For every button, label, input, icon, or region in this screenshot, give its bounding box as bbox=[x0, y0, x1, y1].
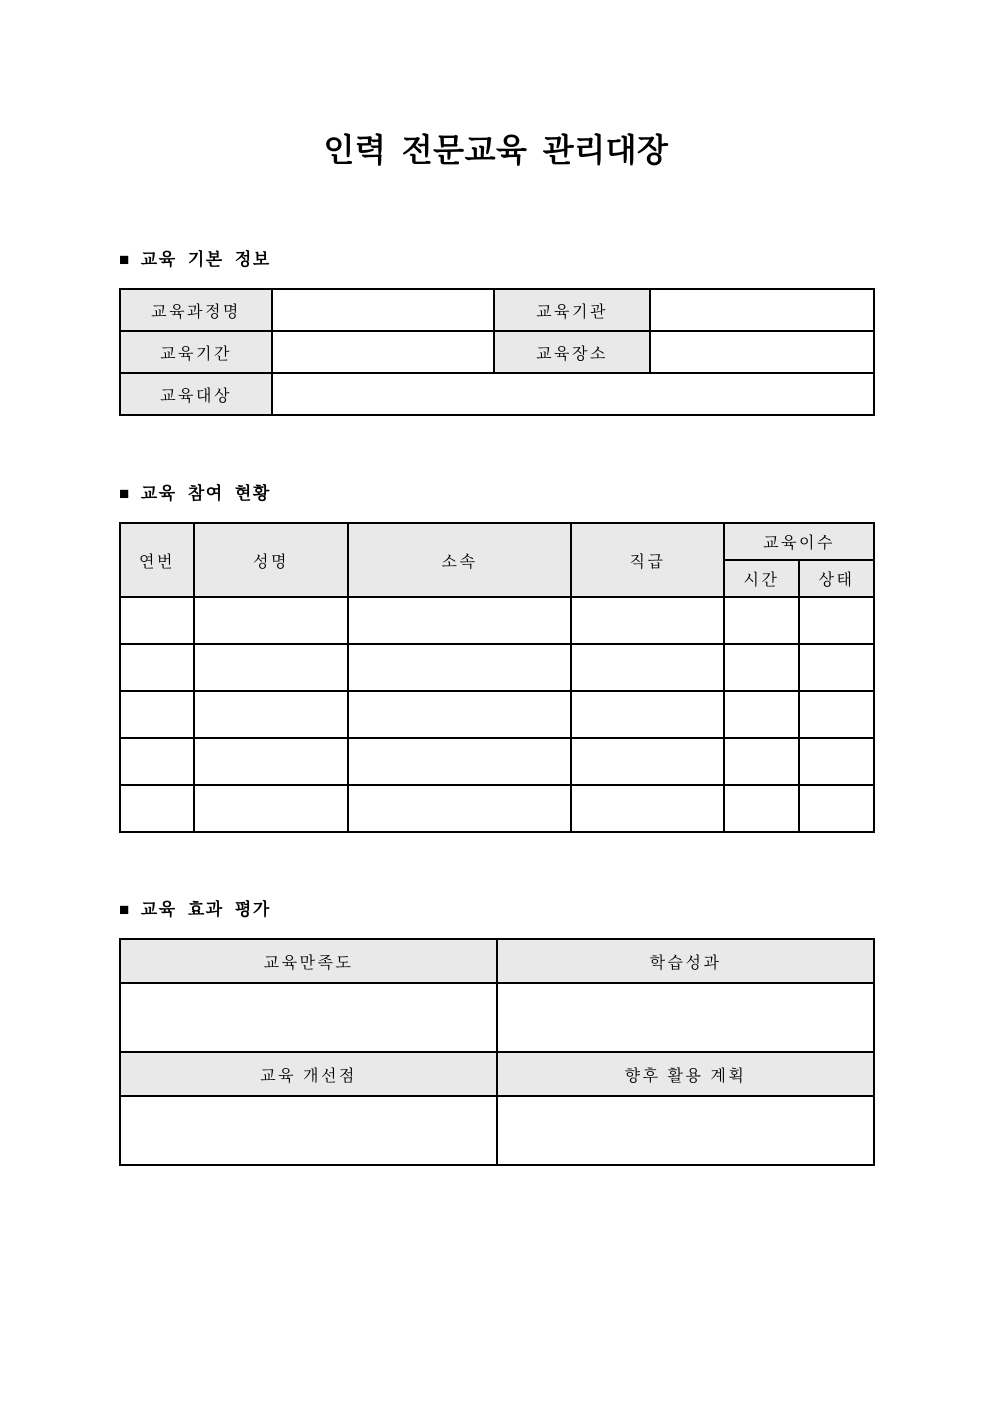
table-row bbox=[120, 1096, 874, 1165]
participant-cell bbox=[724, 691, 799, 738]
evaluation-table bbox=[119, 938, 875, 1166]
value-cell-improvement bbox=[120, 1096, 497, 1165]
participant-cell bbox=[724, 597, 799, 644]
table-row bbox=[120, 331, 874, 373]
label-cell-course-name: 교육과정명 bbox=[120, 289, 272, 331]
section-heading-label: 교육 참여 현황 bbox=[140, 484, 271, 503]
value-cell-target bbox=[272, 373, 874, 415]
header-row bbox=[120, 1052, 874, 1096]
participant-cell bbox=[348, 644, 571, 691]
participant-row bbox=[120, 691, 874, 738]
value-cell-location bbox=[650, 331, 874, 373]
participant-cell bbox=[348, 597, 571, 644]
value-cell-satisfaction bbox=[120, 983, 497, 1052]
section-basic-info-heading bbox=[119, 249, 873, 271]
label-cell-period: 교육기간 bbox=[120, 331, 272, 373]
section-participation-heading bbox=[119, 483, 873, 505]
table-row bbox=[120, 983, 874, 1052]
participant-cell bbox=[120, 597, 194, 644]
participant-cell bbox=[120, 785, 194, 832]
participant-cell bbox=[194, 644, 348, 691]
participant-cell bbox=[799, 644, 874, 691]
participant-row bbox=[120, 785, 874, 832]
participants-table bbox=[119, 522, 875, 833]
square-bullet-icon: ■ bbox=[119, 900, 131, 919]
participant-cell bbox=[799, 597, 874, 644]
label-cell-target: 교육대상 bbox=[120, 373, 272, 415]
column-header-completion-group: 교육이수 bbox=[724, 523, 874, 560]
section-heading-label: 교육 효과 평가 bbox=[140, 900, 271, 919]
value-cell-period bbox=[272, 331, 494, 373]
column-header-hours: 시간 bbox=[724, 560, 799, 597]
participant-cell bbox=[571, 597, 724, 644]
value-cell-future-plan bbox=[497, 1096, 874, 1165]
participant-cell bbox=[348, 785, 571, 832]
participant-cell bbox=[120, 691, 194, 738]
value-cell-institution bbox=[650, 289, 874, 331]
participant-cell bbox=[571, 785, 724, 832]
section-participation bbox=[119, 483, 873, 833]
section-evaluation bbox=[119, 899, 873, 1166]
participant-cell bbox=[571, 691, 724, 738]
participant-cell bbox=[120, 738, 194, 785]
column-header-no: 연번 bbox=[120, 523, 194, 597]
value-cell-course-name bbox=[272, 289, 494, 331]
header-row bbox=[120, 939, 874, 983]
label-cell-institution: 교육기관 bbox=[494, 289, 650, 331]
participant-cell bbox=[571, 644, 724, 691]
participant-cell bbox=[120, 644, 194, 691]
participant-cell bbox=[571, 738, 724, 785]
participant-cell bbox=[724, 738, 799, 785]
participant-cell bbox=[194, 738, 348, 785]
participant-cell bbox=[724, 785, 799, 832]
participant-cell bbox=[724, 644, 799, 691]
basic-info-table bbox=[119, 288, 875, 416]
column-header-status: 상태 bbox=[799, 560, 874, 597]
participant-cell bbox=[194, 597, 348, 644]
table-row bbox=[120, 289, 874, 331]
column-header-affiliation: 소속 bbox=[348, 523, 571, 597]
participant-cell bbox=[194, 691, 348, 738]
square-bullet-icon: ■ bbox=[119, 250, 131, 269]
participant-cell bbox=[799, 785, 874, 832]
section-heading-label: 교육 기본 정보 bbox=[140, 250, 271, 269]
column-header-name: 성명 bbox=[194, 523, 348, 597]
document-content bbox=[119, 249, 873, 1166]
square-bullet-icon: ■ bbox=[119, 484, 131, 503]
participant-row bbox=[120, 597, 874, 644]
label-cell-learning-outcome: 학습성과 bbox=[497, 939, 874, 983]
header-row bbox=[120, 523, 874, 560]
column-header-position: 직급 bbox=[571, 523, 724, 597]
section-evaluation-heading bbox=[119, 899, 873, 921]
participant-row bbox=[120, 738, 874, 785]
document-title: 인력 전문교육 관리대장 bbox=[323, 132, 669, 168]
label-cell-improvement: 교육 개선점 bbox=[120, 1052, 497, 1096]
label-cell-future-plan: 향후 활용 계획 bbox=[497, 1052, 874, 1096]
table-row bbox=[120, 373, 874, 415]
participant-cell bbox=[194, 785, 348, 832]
participant-cell bbox=[348, 691, 571, 738]
participant-row bbox=[120, 644, 874, 691]
section-basic-info bbox=[119, 249, 873, 416]
label-cell-satisfaction: 교육만족도 bbox=[120, 939, 497, 983]
value-cell-learning-outcome bbox=[497, 983, 874, 1052]
participant-cell bbox=[348, 738, 571, 785]
label-cell-location: 교육장소 bbox=[494, 331, 650, 373]
participant-cell bbox=[799, 691, 874, 738]
participant-cell bbox=[799, 738, 874, 785]
